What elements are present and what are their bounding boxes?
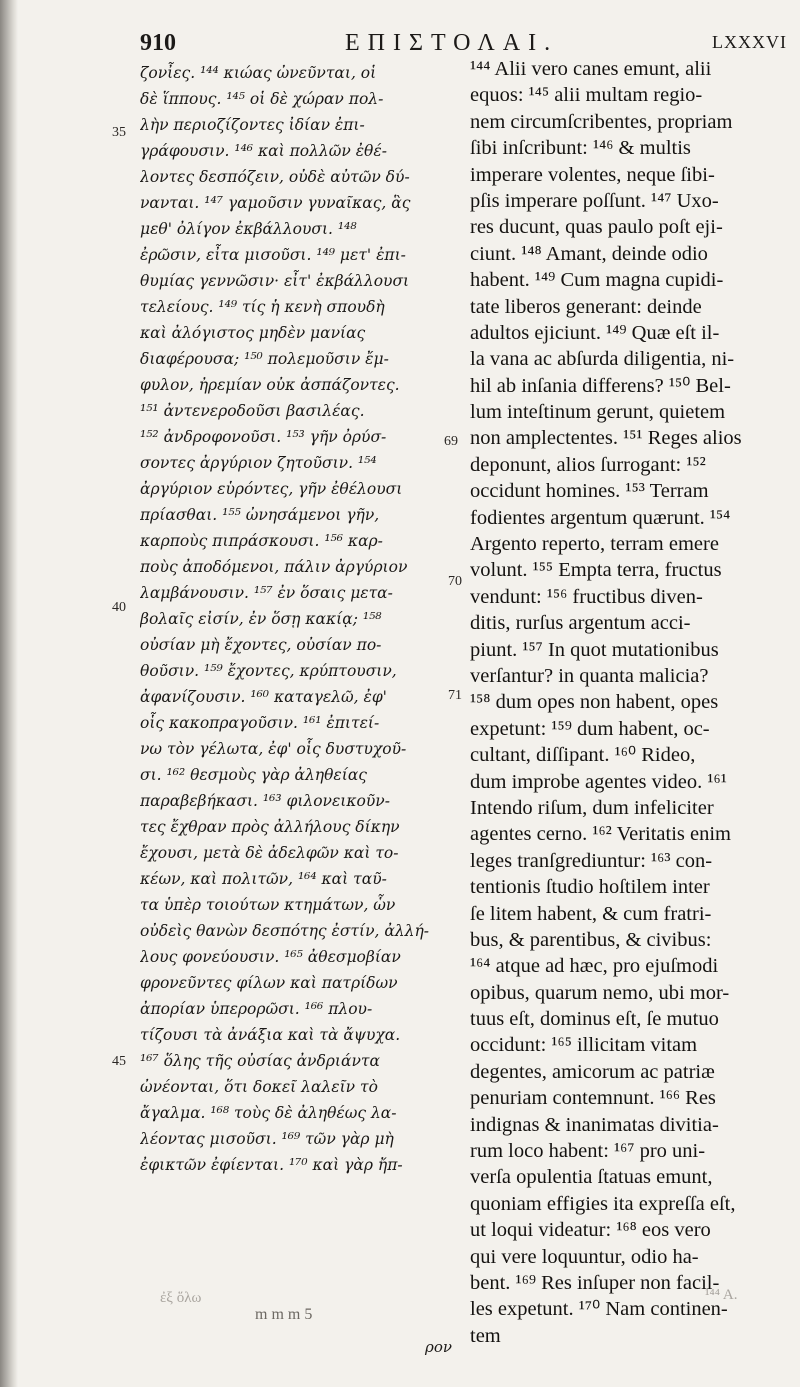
letter-number-70: 70 xyxy=(448,574,462,589)
latin-text-line: pſis imperare poſſunt. ¹⁴⁷ Uxo- xyxy=(470,189,719,212)
latin-text-line: les expetunt. ¹⁷⁰ Nam continen- xyxy=(470,1298,728,1321)
latin-text-line: penuriam contemnunt. ¹⁶⁶ Res xyxy=(470,1087,716,1110)
latin-text-column xyxy=(470,56,800,1349)
page-number: 910 xyxy=(140,30,176,56)
latin-text-line: hil ab inſania differens? ¹⁵⁰ Bel- xyxy=(470,374,731,397)
latin-text-line: bus, & parentibus, & civibus: xyxy=(470,928,712,951)
folio-number: LXXXVI xyxy=(712,32,787,52)
greek-text-line: δὲ ἵππους. ¹⁴⁵ οἱ δὲ χώραν πολ- xyxy=(140,90,384,108)
latin-text-line: ut loqui videatur: ¹⁶⁸ eos vero xyxy=(470,1219,711,1242)
greek-text-line: θοῦσιν. ¹⁵⁹ ἔχοντες, κρύπτουσιν, xyxy=(140,662,397,680)
latin-text-line: piunt. ¹⁵⁷ In quot mutationibus xyxy=(470,638,719,661)
latin-text-line: tentionis ſtudio hoſtilem inter xyxy=(470,876,710,899)
greek-text-line: λαμβάνουσιν. ¹⁵⁷ ἐν ὅσαις μετα- xyxy=(140,584,393,602)
greek-text-line: νανται. ¹⁴⁷ γαμοῦσιν γυναῖκας, ἃς xyxy=(140,194,411,212)
greek-text-line: καρποὺς πιπράσκουσι. ¹⁵⁶ καρ- xyxy=(140,532,383,550)
greek-text-line: λὴν περιοζίζοντες ἰδίαν ἐπι- xyxy=(140,116,365,134)
latin-text-line: ¹⁶⁴ atque ad hæc, pro ejuſmodi xyxy=(470,955,719,978)
latin-text-line: leges tranſgrediuntur: ¹⁶³ con- xyxy=(470,849,713,872)
greek-text-line: παραβεβήκασι. ¹⁶³ φιλονεικοῦν- xyxy=(140,792,390,810)
catchword: ρον xyxy=(425,1338,452,1356)
latin-text-line: opibus, quarum nemo, ubi mor- xyxy=(470,981,730,1004)
greek-text-line: μεθ' ὀλίγον ἐκβάλλουσι. ¹⁴⁸ xyxy=(140,220,357,238)
latin-text-line: rum loco habent: ¹⁶⁷ pro uni- xyxy=(470,1140,706,1163)
latin-text-line: habent. ¹⁴⁹ Cum magna cupidi- xyxy=(470,269,724,292)
greek-text-line: ζονἶες. ¹⁴⁴ κιώας ὠνεῦνται, οἱ xyxy=(140,64,377,82)
latin-text-line: verſa opulentia ſtatuas emunt, xyxy=(470,1166,713,1189)
greek-text-line: ἀργύριον εὑρόντες, γῆν ἐθέλουσι xyxy=(140,480,403,498)
latin-text-line: volunt. ¹⁵⁵ Empta terra, fructus xyxy=(470,559,722,582)
greek-text-line: λέοντας μισοῦσι. ¹⁶⁹ τῶν γὰρ μὴ xyxy=(140,1130,394,1148)
line-number-45: 45 xyxy=(112,1054,126,1069)
latin-text-line: tem xyxy=(470,1324,501,1347)
latin-text-line: ditis, rurſus argentum acci- xyxy=(470,612,691,635)
greek-text-line: ἄγαλμα. ¹⁶⁸ τοὺς δὲ ἀληθέως λα- xyxy=(140,1104,397,1122)
greek-text-line: νω τὸν γέλωτα, ἐφ' οἷς δυστυχοῦ- xyxy=(140,740,407,758)
greek-text-line: βολαῖς εἰσίν, ἐν ὅσῃ κακίᾳ; ¹⁵⁸ xyxy=(140,610,382,628)
greek-text-line: θυμίας γεννῶσιν· εἶτ' ἐκβάλλουσι xyxy=(140,272,410,290)
greek-text-line: ¹⁶⁷ ὅλης τῆς οὐσίας ἀνδριάντα xyxy=(140,1052,380,1070)
greek-text-line: οὐσίαν μὴ ἔχοντες, οὐσίαν πο- xyxy=(140,636,382,654)
greek-text-line: σι. ¹⁶² θεσμοὺς γὰρ ἀληθείας xyxy=(140,766,367,784)
greek-text-line: ἐρῶσιν, εἶτα μισοῦσι. ¹⁴⁹ μετ' ἐπι- xyxy=(140,246,406,264)
signature-mark: m m m 5 xyxy=(255,1306,313,1323)
greek-text-line: φυλον, ἠρεμίαν οὐκ ἀσπάζοντες. xyxy=(140,376,400,394)
greek-text-line: οἷς κακοπραγοῦσιν. ¹⁶¹ ἐπιτεί- xyxy=(140,714,380,732)
greek-text-line: διαφέρουσα; ¹⁵⁰ πολεμοῦσιν ἔμ- xyxy=(140,350,389,368)
latin-text-line: tuus eſt, dominus eſt, ſe mutuo xyxy=(470,1008,719,1031)
latin-text-line: dum improbe agentes video. ¹⁶¹ xyxy=(470,770,727,793)
greek-text-line: ποὺς ἀποδόμενοι, πάλιν ἀργύριον xyxy=(140,558,408,576)
letter-number-71: 71 xyxy=(448,688,462,703)
greek-text-line: σοντες ἀργύριον ζητοῦσιν. ¹⁵⁴ xyxy=(140,454,377,472)
greek-text-line: καὶ ἀλόγιστος μηδὲν μανίας xyxy=(140,324,366,342)
line-number-35: 35 xyxy=(112,125,126,140)
greek-text-line: ¹⁵¹ ἀντενεροδοῦσι βασιλέας. xyxy=(140,402,365,420)
greek-text-line: τες ἔχθραν πρὸς ἀλλήλους δίκην xyxy=(140,818,400,836)
greek-text-line: γράφουσιν. ¹⁴⁶ καὶ πολλῶν ἐθέ- xyxy=(140,142,387,160)
latin-text-line: Intendo riſum, dum infeliciter xyxy=(470,796,714,819)
latin-text-line: quoniam effigies ita expreſſa eſt, xyxy=(470,1192,736,1215)
greek-text-line: κέων, καὶ πολιτῶν, ¹⁶⁴ καὶ ταῦ- xyxy=(140,870,387,888)
latin-text-line: fodientes argentum quærunt. ¹⁵⁴ xyxy=(470,506,731,529)
latin-text-line: non amplectentes. ¹⁵¹ Reges alios xyxy=(470,427,742,450)
greek-text-line: ἀφανίζουσιν. ¹⁶⁰ καταγελῶ, ἐφ' xyxy=(140,688,387,706)
bleed-through-text-right: ¹⁴⁴ A. xyxy=(705,1287,738,1303)
latin-text-line: occidunt: ¹⁶⁵ illicitam vitam xyxy=(470,1034,698,1057)
latin-text-line: occidunt homines. ¹⁵³ Terram xyxy=(470,480,709,503)
latin-text-line: agentes cerno. ¹⁶² Veritatis enim xyxy=(470,823,731,846)
latin-text-line: tate liberos generant: deinde xyxy=(470,295,702,318)
latin-text-line: ſibi inſcribunt: ¹⁴⁶ & multis xyxy=(470,137,691,160)
latin-text-line: vendunt: ¹⁵⁶ fructibus diven- xyxy=(470,585,703,608)
latin-text-line: Argento reperto, terram emere xyxy=(470,533,719,556)
latin-text-line: deponunt, alios ſurrogant: ¹⁵² xyxy=(470,453,706,476)
latin-text-line: res ducunt, quas paulo poſt eji- xyxy=(470,216,723,239)
latin-text-line: qui vere loquuntur, odio ha- xyxy=(470,1245,699,1268)
latin-text-line: indignas & inanimatas divitia- xyxy=(470,1113,719,1136)
latin-text-line: lum inteſtinum gerunt, quietem xyxy=(470,401,726,424)
greek-text-line: οὐδεὶς θανὼν δεσπότης ἐστίν, ἀλλή- xyxy=(140,922,429,940)
bleed-through-text-left: ἐξ ὅλω xyxy=(160,1290,202,1306)
greek-text-line: ἀπορίαν ὑπερορῶσι. ¹⁶⁶ πλου- xyxy=(140,1000,373,1018)
greek-text-line: ἔχουσι, μετὰ δὲ ἀδελφῶν καὶ το- xyxy=(140,844,399,862)
latin-text-line: ¹⁴⁴ Alii vero canes emunt, alii xyxy=(470,58,712,80)
latin-text-line: cultant, diſſipant. ¹⁶⁰ Rideo, xyxy=(470,744,696,767)
greek-text-line: τελείους. ¹⁴⁹ τίς ἡ κενὴ σπουδὴ xyxy=(140,298,385,316)
latin-text-line: ciunt. ¹⁴⁸ Amant, deinde odio xyxy=(470,242,708,265)
latin-text-line: verſantur? in quanta malicia? xyxy=(470,664,709,687)
latin-text-line: nem circumſcribentes, propriam xyxy=(470,110,733,133)
greek-text-line: τα ὑπὲρ τοιούτων κτημάτων, ὧν xyxy=(140,896,396,914)
line-number-40: 40 xyxy=(112,600,126,615)
latin-text-line: ſe litem habent, & cum fratri- xyxy=(470,902,712,925)
greek-text-line: λους φονεύουσιν. ¹⁶⁵ ἀθεσμοβίαν xyxy=(140,948,401,966)
greek-text-line: φρονεῦντες φίλων καὶ πατρίδων xyxy=(140,974,398,992)
greek-text-line: ὠνέονται, ὅτι δοκεῖ λαλεῖν τὸ xyxy=(140,1078,378,1096)
latin-text-line: degentes, amicorum ac patriæ xyxy=(470,1060,715,1083)
greek-text-line: λοντες δεσπόζειν, οὐδὲ αὐτῶν δύ- xyxy=(140,168,410,186)
latin-text-line: la vana ac abſurda diligentia, ni- xyxy=(470,348,735,371)
latin-text-line: ¹⁵⁸ dum opes non habent, opes xyxy=(470,691,719,714)
latin-text-line: bent. ¹⁶⁹ Res inſuper non facil- xyxy=(470,1271,720,1294)
greek-text-column xyxy=(140,60,465,1178)
greek-text-line: τίζουσι τὰ ἀνάξια καὶ τὰ ἄψυχα. xyxy=(140,1026,401,1044)
greek-text-line: πρίασθαι. ¹⁵⁵ ὠνησάμενοι γῆν, xyxy=(140,506,380,524)
letter-number-69: 69 xyxy=(444,434,458,449)
latin-text-line: equos: ¹⁴⁵ alii multam regio- xyxy=(470,84,703,107)
greek-text-line: ¹⁵² ἀνδροφονοῦσι. ¹⁵³ γῆν ὀρύσ- xyxy=(140,428,387,446)
page-gutter-shadow xyxy=(0,0,18,1387)
running-title: ΕΠΙΣΤΟΛΑΙ. xyxy=(345,30,559,56)
greek-text-line: ἐφικτῶν ἐφίενται. ¹⁷⁰ καὶ γὰρ ἤπ- xyxy=(140,1156,403,1174)
latin-text-line: adultos ejiciunt. ¹⁴⁹ Quæ eſt il- xyxy=(470,321,720,344)
latin-text-line: expetunt: ¹⁵⁹ dum habent, oc- xyxy=(470,717,710,740)
latin-text-line: imperare volentes, neque ſibi- xyxy=(470,163,715,186)
